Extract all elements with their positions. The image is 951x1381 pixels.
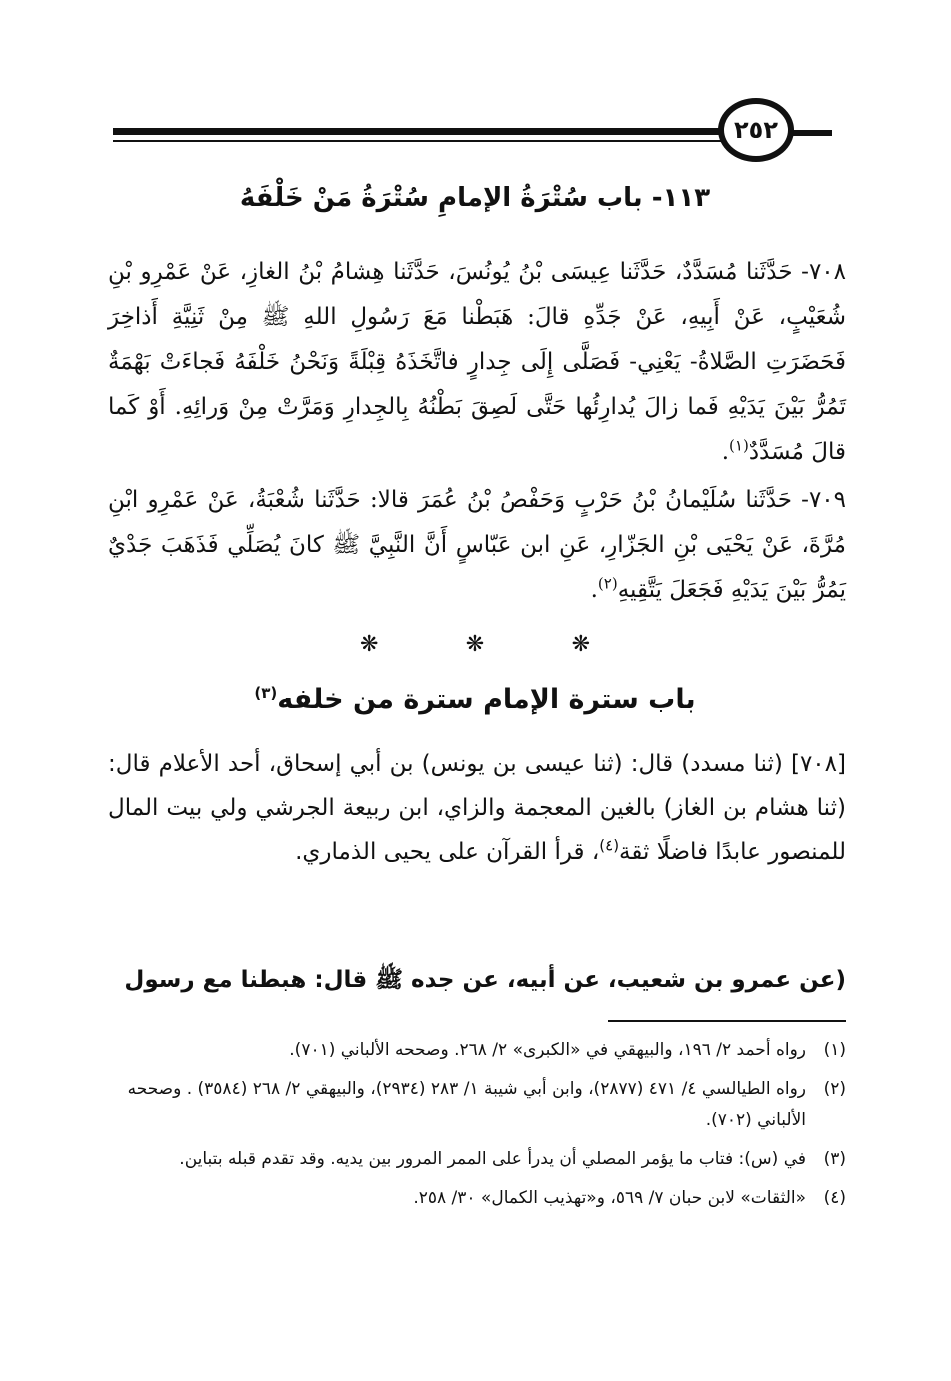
footnote-text: في (س): فتاب ما يؤمر المصلي أن يدرأ على الممر المرور بين يديه. وقد تقدم قبله بتباين.	[179, 1149, 806, 1169]
footnote-item	[108, 1144, 846, 1175]
footnote-number: (٣)	[823, 1149, 846, 1169]
footnote-number: (٢)	[823, 1079, 846, 1099]
commentary-title	[150, 684, 800, 715]
star-ornament-icon: ❋	[465, 632, 485, 657]
hadith-708-text: ٧٠٨- حَدَّثَنا مُسَدَّدٌ، حَدَّثَنا عِيسَى بْنُ يُونُسَ، حَدَّثَنا هِشامُ بْنُ الغازِ، عَنْ عَمْرِو بْنِ شُعَيْبٍ، عَنْ أَبِيهِ، عَنْ جَدِّهِ قالَ: هَبَطْنا مَعَ رَسُولِ اللهِ ﷺ مِنْ ثَنِيَّةِ أَذاخِرَ فَحَضَرَتِ الصَّلاةُ- يَعْنِي- فَصَلَّى إِلَى جِدارٍ فاتَّخَذَهُ قِبْلَةً وَنَحْنُ خَلْفَهُ فَجاءَتْ بَهْمَةٌ تَمُرُّ بَيْنَ يَدَيْهِ فَما زالَ يُدارِئُها حَتَّى لَصِقَ بَطْنُهُ بِالجِدارِ وَمَرَّتْ مِنْ وَرائِهِ. أَوْ كَما قالَ مُسَدَّدٌ	[108, 259, 846, 465]
commentary-title-text: باب سترة الإمام سترة من خلفه	[277, 684, 696, 715]
header-rule-thin	[113, 140, 725, 142]
star-ornament-icon: ❋	[571, 632, 590, 657]
footnote-item	[108, 1074, 846, 1136]
footnote-ref-4[interactable]: (٤)	[599, 836, 620, 855]
commentary-paragraph-2: (عن عمرو بن شعيب، عن أبيه، عن جده ﷺ قال: هبطنا مع رسول	[124, 967, 846, 993]
footnote-ref-1[interactable]: (١)	[729, 436, 749, 455]
footnote-item	[108, 1183, 846, 1214]
page-number: ٢٥٢	[718, 98, 794, 162]
footnote-number: (١)	[823, 1040, 846, 1060]
footnotes	[108, 1035, 846, 1222]
footnote-ref-2[interactable]: (٢)	[597, 574, 618, 593]
commentary-1-text-end: ، قرأ القرآن على يحيى الذماري.	[295, 839, 600, 865]
footnote-text: رواه أحمد ٢/ ١٩٦، والبيهقي في «الكبرى» ٢/ ٢٦٨. وصححه الألباني (٧٠١).	[289, 1040, 806, 1060]
footnote-number: (٤)	[823, 1188, 846, 1208]
hadith-709: ٧٠٩- حَدَّثَنا سُلَيْمانُ بْنُ حَرْبٍ وَحَفْصُ بْنُ عُمَرَ قالا: حَدَّثَنا شُعْبَةُ، عَنْ عَمْرِو ابْنِ مُرَّةَ، عَنْ يَحْيَى بْنِ الجَزّارِ، عَنِ ابن عَبّاسٍ أَنَّ النَّبِيَّ ﷺ كانَ يُصَلِّي فَذَهَبَ جَدْيٌ يَمُرُّ بَيْنَ يَدَيْهِ فَجَعَلَ يَتَّقِيهِ$^{(٢)}$.	[108, 487, 846, 603]
header-rule-thick	[113, 128, 725, 135]
hadith-709-text: ٧٠٩- حَدَّثَنا سُلَيْمانُ بْنُ حَرْبٍ وَحَفْصُ بْنُ عُمَرَ قالا: حَدَّثَنا شُعْبَةُ، عَنْ عَمْرِو ابْنِ مُرَّةَ، عَنْ يَحْيَى بْنِ الجَزّارِ، عَنِ ابن عَبّاسٍ أَنَّ النَّبِيَّ ﷺ كانَ يُصَلِّي فَذَهَبَ جَدْيٌ يَمُرُّ بَيْنَ يَدَيْهِ فَجَعَلَ يَتَّقِيهِ	[108, 487, 846, 603]
footnote-rule	[608, 1020, 846, 1022]
chapter-title: ١١٣- باب سُتْرَةُ الإمامِ سُتْرَةُ مَنْ خَلْفَهُ	[239, 183, 711, 213]
footnote-text: «الثقات» لابن حبان ٧/ ٥٦٩، و«تهذيب الكمال» ٣٠/ ٢٥٨.	[413, 1188, 806, 1208]
section-separator	[360, 632, 590, 657]
header-rule-stub	[790, 130, 832, 136]
commentary-1-text: [٧٠٨] (ثنا مسدد) قال: (ثنا عيسى بن يونس) بن أبي إسحاق، أحد الأعلام قال: (ثنا هشام بن الغاز) بالغين المعجمة والزاي، ابن ربيعة الجرشي ولي بيت المال للمنصور عابدًا فاضلًا ثقة	[108, 751, 846, 865]
footnote-text: رواه الطيالسي ٤/ ٤٧١ (٢٨٧٧)، وابن أبي شيبة ١/ ٢٨٣ (٢٩٣٤)، والبيهقي ٢/ ٢٦٨ (٣٥٨٤) . وصححه الألباني (٧٠٢).	[127, 1079, 806, 1130]
star-ornament-icon: ❋	[360, 632, 379, 657]
hadith-708: ٧٠٨- حَدَّثَنا مُسَدَّدٌ، حَدَّثَنا عِيسَى بْنُ يُونُسَ، حَدَّثَنا هِشامُ بْنُ الغازِ، عَنْ عَمْرِو بْنِ شُعَيْبٍ، عَنْ أَبِيهِ، عَنْ جَدِّهِ قالَ: هَبَطْنا مَعَ رَسُولِ اللهِ ﷺ مِنْ ثَنِيَّةِ أَذاخِرَ فَحَضَرَتِ الصَّلاةُ- يَعْنِي- فَصَلَّى إِلَى جِدارٍ فاتَّخَذَهُ قِبْلَةً وَنَحْنُ خَلْفَهُ فَجاءَتْ بَهْمَةٌ تَمُرُّ بَيْنَ يَدَيْهِ فَما زالَ يُدارِئُها حَتَّى لَصِقَ بَطْنُهُ بِالجِدارِ وَمَرَّتْ مِنْ وَرائِهِ. أَوْ كَما قالَ مُسَدَّدٌ$^{(١)}$.	[108, 259, 846, 465]
footnote-item	[108, 1035, 846, 1066]
footnote-ref-3[interactable]: (٣)	[254, 684, 278, 702]
commentary-paragraph-1	[108, 742, 846, 874]
